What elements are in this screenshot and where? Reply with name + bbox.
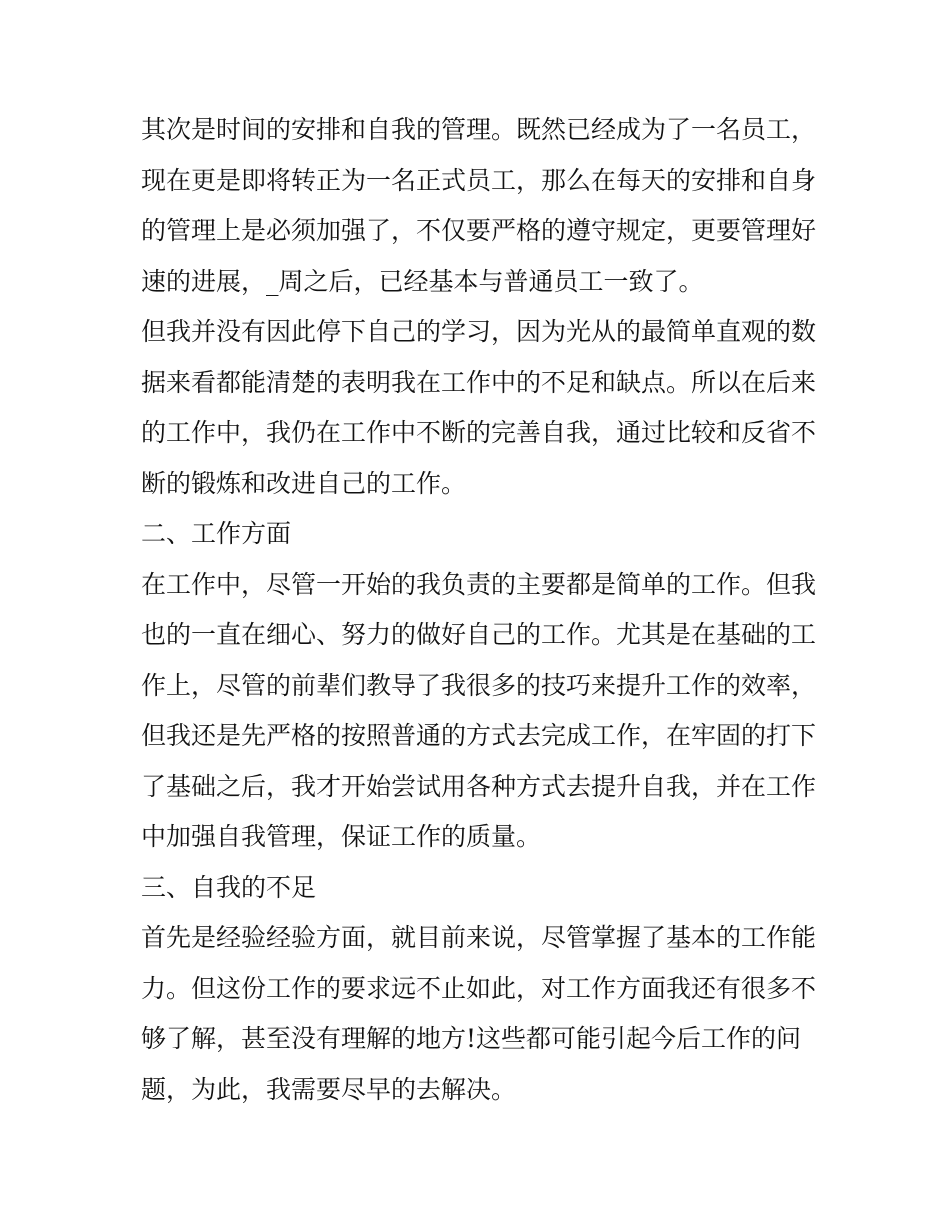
text-line: 了基础之后，我才开始尝试用各种方式去提升自我，并在工作 [141, 771, 817, 801]
text-line: 的工作中，我仍在工作中不断的完善自我，通过比较和反省不 [141, 418, 817, 447]
text-line: 在工作中，尽管一开始的我负责的主要都是简单的工作。但我 [141, 569, 817, 599]
text-line: 但我并没有因此停下自己的学习，因为光从的最简单直观的数 [141, 317, 817, 346]
text-line: 作上，尽管的前辈们教导了我很多的技巧来提升工作的效率， [141, 670, 817, 700]
body-text [141, 105, 821, 1115]
text-line: 题，为此，我需要尽早的去解决。 [141, 1074, 517, 1104]
text-line: 也的一直在细心、努力的做好自己的工作。尤其是在基础的工 [141, 620, 817, 649]
text-line: 其次是时间的安排和自我的管理。既然已经成为了一名员工， [141, 115, 817, 144]
text-line: 的管理上是必须加强了，不仅要严格的遵守规定，更要管理好 [141, 216, 817, 245]
text-line: 但我还是先严格的按照普通的方式去完成工作，在牢固的打下 [141, 721, 817, 750]
text-line: 据来看都能清楚的表明我在工作中的不足和缺点。所以在后来 [141, 367, 817, 397]
text-line: 断的锻炼和改进自己的工作。 [141, 468, 467, 498]
text-line: 中加强自我管理，保证工作的质量。 [141, 822, 542, 851]
text-line: 力。但这份工作的要求远不止如此，对工作方面我还有很多不 [141, 973, 817, 1003]
text-line: 够了解，甚至没有理解的地方!这些都可能引起今后工作的问 [141, 1024, 802, 1053]
text-line: 现在更是即将转正为一名正式员工，那么在每天的安排和自身 [141, 165, 817, 195]
text-line: 首先是经验经验方面，就目前来说，尽管掌握了基本的工作能 [141, 923, 817, 952]
text-line: 速的进展，_周之后，已经基本与普通员工一致了。 [141, 266, 704, 296]
section-heading: 二、工作方面 [141, 519, 292, 548]
section-heading: 三、自我的不足 [141, 872, 317, 902]
